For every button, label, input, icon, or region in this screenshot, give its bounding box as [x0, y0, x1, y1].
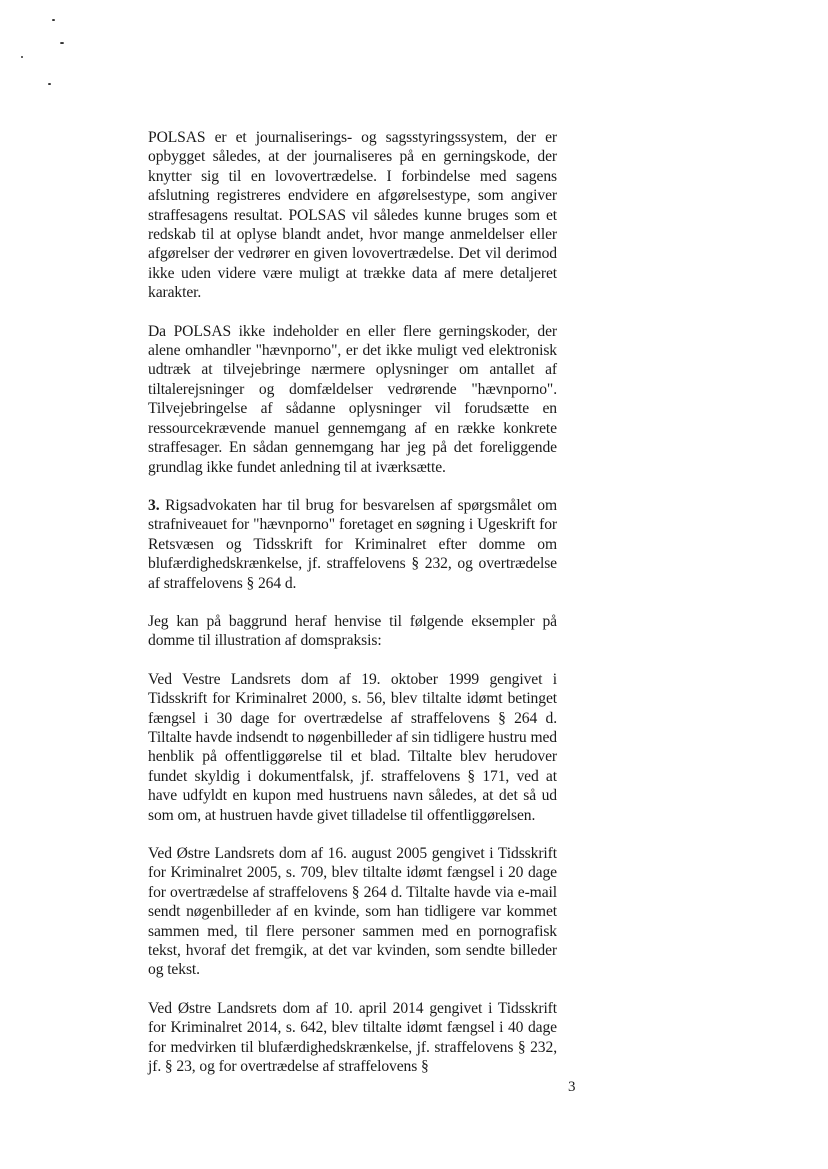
- paragraph-section-3: [148, 496, 557, 593]
- paragraph-oestre-landsret-2005: Ved Østre Landsrets dom af 16. august 2005 gengivet i Tidsskrift for Kriminalret 2005, s. 709, blev tiltalte idømt fængsel i 20 dage for overtrædelse af straffelovens § 264 d. Tiltalte havde via e-mail sendt nøgenbilleder af en kvinde, som han tidligere var kommet sammen med, til flere personer sammen med en pornografisk tekst, hvoraf det fremgik, at det var kvinden, som sendte billeder og tekst.: [148, 845, 557, 979]
- section-number: 3.: [148, 496, 160, 514]
- scan-speck: [60, 42, 64, 44]
- paragraph-no-gerningskode: Da POLSAS ikke indeholder en eller flere gerningskoder, der alene omhandler "hævnporno", er det ikke muligt ved elektronisk udtræk at tilvejebringe nærmere oplysninger om antallet af tiltalerejsninger og domfældelser vedrørende "hævnporno". Tilvejebringelse af sådanne oplysninger vil forudsætte en ressourcekrævende manuel gennemgang af en række konkrete straffesager. En sådan gennemgang har jeg på det foreliggende grundlag ikke fundet anledning til at iværksætte.: [148, 322, 557, 476]
- paragraph-examples-intro: Jeg kan på baggrund heraf henvise til følgende eksempler på domme til illustration af domspraksis:: [148, 612, 557, 650]
- scan-speck: [21, 56, 23, 58]
- paragraph-oestre-landsret-2014: Ved Østre Landsrets dom af 10. april 2014 gengivet i Tidsskrift for Kriminalret 2014, s. 642, blev tiltalte idømt fængsel i 40 dage for medvirken til blufærdighedskrænkelse, jf. straffelovens § 232, jf. § 23, og for overtrædelse af straffelovens §: [148, 999, 557, 1076]
- scan-speck: [48, 83, 51, 85]
- paragraph-polsas-system: POLSAS er et journaliserings- og sagsstyringssystem, der er opbygget således, at der journaliseres på en gerningskode, der knytter sig til en lovovertrædelse. I forbindelse med sagens afslutning registreres endvidere en afgørelsestype, som angiver straffesagens resultat. POLSAS vil således kunne bruges som et redskab til at oplyse blandt andet, hvor mange anmeldelser eller afgørelser der vedrører en given lovovertrædelse. Det vil derimod ikke uden videre være muligt at trække data af mere detaljeret karakter.: [148, 129, 557, 302]
- paragraph-section-3-text: Rigsadvokaten har til brug for besvarelsen af spørgsmålet om strafniveauet for "hævnporno" foretaget en søgning i Ugeskrift for Retsvæsen og Tidsskrift for Kriminalret efter domme om blufærdighedskrænkelse, jf. straffelovens § 232, og overtrædelse af straffelovens § 264 d.: [148, 496, 557, 592]
- paragraph-vestre-landsret-1999: Ved Vestre Landsrets dom af 19. oktober 1999 gengivet i Tidsskrift for Kriminalret 2000, s. 56, blev tiltalte idømt betinget fængsel i 30 dage for overtrædelse af straffelovens § 264 d. Tiltalte havde indsendt to nøgenbilleder af sin tidligere hustru med henblik på offentliggørelse til et blad. Tiltalte blev herudover fundet skyldig i dokumentfalsk, jf. straffelovens § 171, ved at have udfyldt en kupon med hustruens navn således, at det så ud som om, at hustruen havde givet tilladelse til offentliggørelsen.: [148, 670, 557, 824]
- page-number: 3: [568, 1079, 576, 1095]
- scan-speck: [52, 19, 55, 21]
- body-text: [148, 128, 557, 1076]
